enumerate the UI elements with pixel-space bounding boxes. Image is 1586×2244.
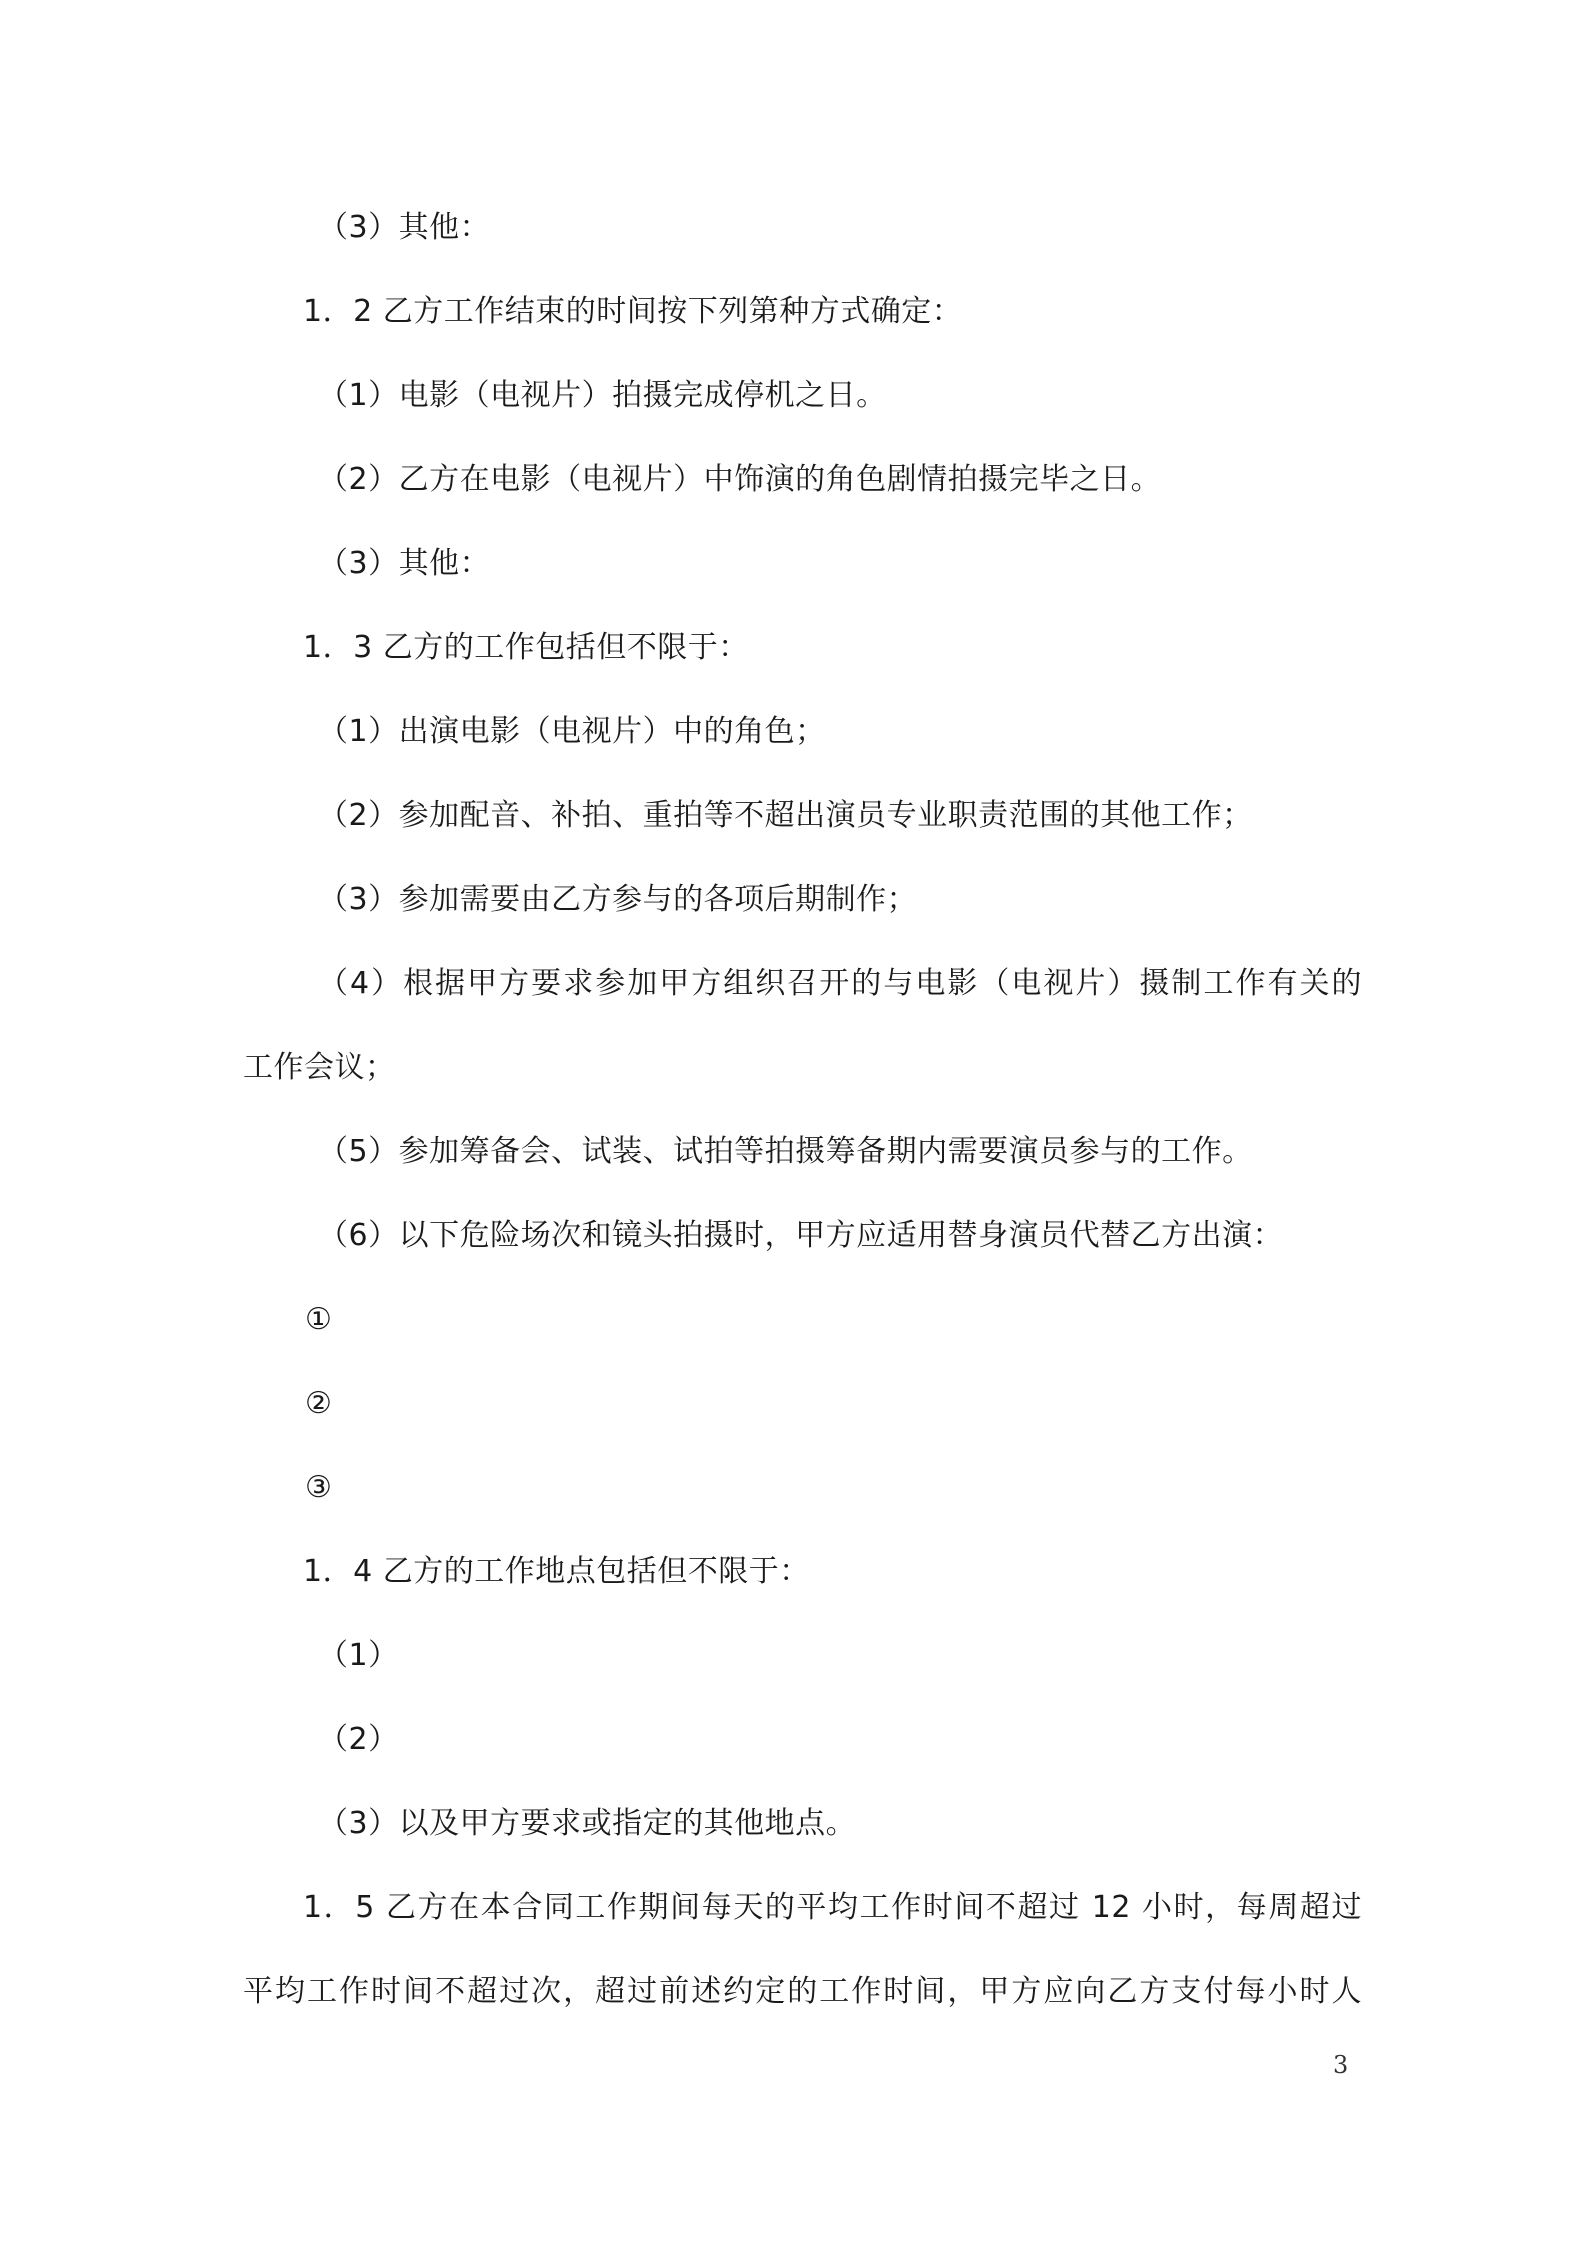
clause-1-3-item-6: （6）以下危险场次和镜头拍摄时，甲方应适用替身演员代替乙方出演： — [318, 1218, 1284, 1253]
clause-1-3-item-1: （1）出演电影（电视片）中的角色； — [318, 714, 826, 749]
clause-1-3-item-3: （3）参加需要由乙方参与的各项后期制作； — [318, 882, 918, 917]
clause-1-3-heading: 1．3 乙方的工作包括但不限于： — [303, 630, 749, 665]
clause-1-2-item-3: （3）其他： — [318, 546, 491, 581]
clause-1-4-item-2: （2） — [318, 1722, 399, 1757]
circled-item-3: ③ — [305, 1470, 333, 1505]
circled-item-2: ② — [305, 1386, 333, 1421]
clause-1-3-item-2: （2）参加配音、补拍、重拍等不超出演员专业职责范围的其他工作； — [318, 798, 1253, 833]
clause-1-2-heading: 1．2 乙方工作结束的时间按下列第种方式确定： — [303, 294, 963, 329]
clause-1-3-item-4-line-1: （4）根据甲方要求参加甲方组织召开的与电影（电视片）摄制工作有关的 — [318, 966, 1362, 1001]
circled-item-1: ① — [305, 1302, 333, 1337]
clause-1-3-item-5: （5）参加筹备会、试装、试拍等拍摄筹备期内需要演员参与的工作。 — [318, 1134, 1253, 1169]
clause-1-4-item-1: （1） — [318, 1638, 399, 1673]
clause-1-5-line-2: 平均工作时间不超过次，超过前述约定的工作时间，甲方应向乙方支付每小时人 — [243, 1974, 1362, 2009]
clause-1-4-heading: 1．4 乙方的工作地点包括但不限于： — [303, 1554, 810, 1589]
page-number: 3 — [1333, 2051, 1349, 2079]
clause-1-2-item-1: （1）电影（电视片）拍摄完成停机之日。 — [318, 378, 887, 413]
clause-1-1-item-3: （3）其他： — [318, 210, 491, 245]
clause-1-3-item-4-line-2: 工作会议； — [243, 1050, 396, 1085]
clause-1-4-item-3: （3）以及甲方要求或指定的其他地点。 — [318, 1806, 857, 1841]
clause-1-5-line-1: 1．5 乙方在本合同工作期间每天的平均工作时间不超过 12 小时，每周超过 — [303, 1890, 1362, 1925]
clause-1-2-item-2: （2）乙方在电影（电视片）中饰演的角色剧情拍摄完毕之日。 — [318, 462, 1162, 497]
